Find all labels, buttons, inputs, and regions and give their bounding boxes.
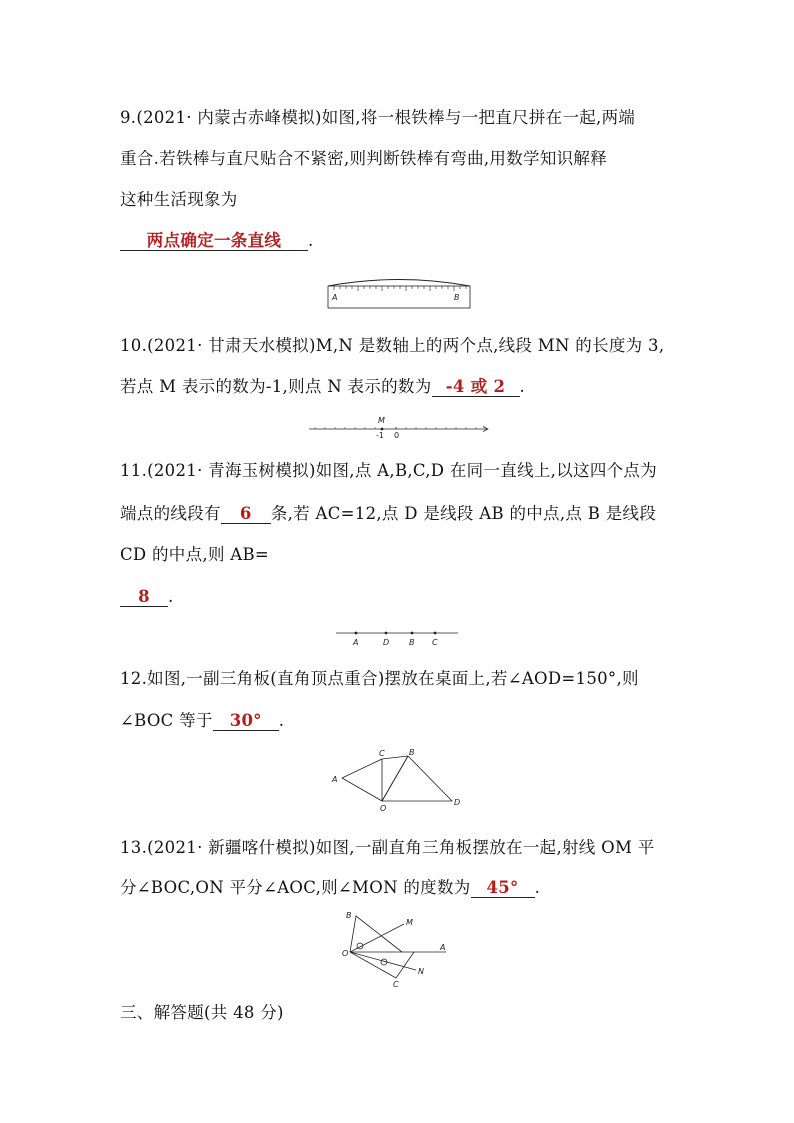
set-square-label-a: A xyxy=(440,943,446,952)
q9-figure-ruler xyxy=(320,270,480,312)
q10-answer: -4 或 2 xyxy=(432,378,520,397)
q9-line3: 这种生活现象为 xyxy=(120,190,238,209)
q9-answer: 两点确定一条直线 xyxy=(120,232,308,251)
point-m xyxy=(381,428,384,431)
set-square-label-m: M xyxy=(406,918,413,927)
q11-figure-segment xyxy=(334,625,460,649)
segment-label-c: C xyxy=(432,638,438,647)
q11-line2-pre: 端点的线段有 xyxy=(120,504,221,523)
q11-answer2: 8 xyxy=(120,588,168,607)
triangle-label-a: A xyxy=(332,775,338,784)
segment-label-d: D xyxy=(383,638,390,647)
set-square-co xyxy=(350,952,414,978)
number-line-label-m: M xyxy=(378,416,385,425)
section3-title: 三、解答题(共 48 分) xyxy=(120,1003,284,1022)
q11-line1: 11.(2021· 青海玉树模拟)如图,点 A,B,C,D 在同一直线上,以这四个点为 xyxy=(120,461,658,480)
q9-answer-line xyxy=(120,231,314,251)
q13-end: . xyxy=(534,878,541,897)
triangle-label-d: D xyxy=(454,798,461,807)
q12-figure-triangles xyxy=(328,748,468,814)
q13-answer: 45° xyxy=(471,879,535,898)
triangle-label-c: C xyxy=(379,749,385,758)
q13-figure-set-squares xyxy=(338,910,454,990)
ruler-label-b: B xyxy=(454,293,460,302)
triangle-bod xyxy=(382,756,452,801)
set-square-label-n: N xyxy=(418,967,424,976)
q13-line2-pre: 分∠BOC,ON 平分∠AOC,则∠MON 的度数为 xyxy=(120,878,471,897)
q9-line1: 9.(2021· 内蒙古赤峰模拟)如图,将一根铁棒与一把直尺拼在一起,两端 xyxy=(120,108,636,127)
ruler-body xyxy=(328,286,470,308)
set-square-label-o: O xyxy=(342,949,349,958)
segment-label-a: A xyxy=(353,638,359,647)
number-line-label-neg1: -1 xyxy=(376,431,384,440)
q10-figure-number-line xyxy=(305,414,491,440)
q12-line2-pre: ∠BOC 等于 xyxy=(120,711,213,730)
q11-line2-post: 条,若 AC=12,点 D 是线段 AB 的中点,点 B 是线段 xyxy=(270,504,657,523)
point-d xyxy=(385,632,388,635)
triangle-label-b: B xyxy=(409,748,415,757)
point-b xyxy=(411,632,414,635)
q9-end: . xyxy=(308,231,314,250)
q12-end: . xyxy=(278,711,285,730)
set-square-label-b: B xyxy=(346,911,352,920)
q10-line2-pre: 若点 M 表示的数为-1,则点 N 表示的数为 xyxy=(120,377,432,396)
q13-answer-line xyxy=(120,878,540,898)
q11-line3: CD 的中点,则 AB= xyxy=(120,545,270,564)
q12-answer: 30° xyxy=(213,712,279,731)
q10-line1: 10.(2021· 甘肃天水模拟)M,N 是数轴上的两个点,线段 MN 的长度为 3, xyxy=(120,336,665,355)
set-square-bo xyxy=(350,916,402,952)
point-c xyxy=(434,632,437,635)
set-square-label-c: C xyxy=(393,980,399,989)
number-line-label-zero: 0 xyxy=(394,431,400,440)
iron-rod-arc xyxy=(328,280,470,287)
point-a xyxy=(355,632,358,635)
triangle-aoc xyxy=(342,759,382,801)
q11-end: . xyxy=(168,587,174,606)
q12-answer-line xyxy=(120,711,284,731)
q11-answer1: 6 xyxy=(221,505,271,524)
segment-label-b: B xyxy=(409,638,415,647)
q12-line1: 12.如图,一副三角板(直角顶点重合)摆放在桌面上,若∠AOD=150°,则 xyxy=(120,669,639,688)
triangle-label-o: O xyxy=(380,804,387,813)
ruler-ticks xyxy=(334,286,466,291)
ruler-label-a: A xyxy=(332,293,338,302)
ray-on xyxy=(350,952,416,970)
q9-line2: 重合.若铁棒与直尺贴合不紧密,则判断铁棒有弯曲,用数学知识解释 xyxy=(120,149,608,168)
q10-end: . xyxy=(519,377,526,396)
q11-line2 xyxy=(120,504,656,524)
q13-line1: 13.(2021· 新疆喀什模拟)如图,一副直角三角板摆放在一起,射线 OM 平 xyxy=(120,838,655,857)
q11-answer-line xyxy=(120,587,174,607)
q10-answer-line xyxy=(120,377,525,397)
